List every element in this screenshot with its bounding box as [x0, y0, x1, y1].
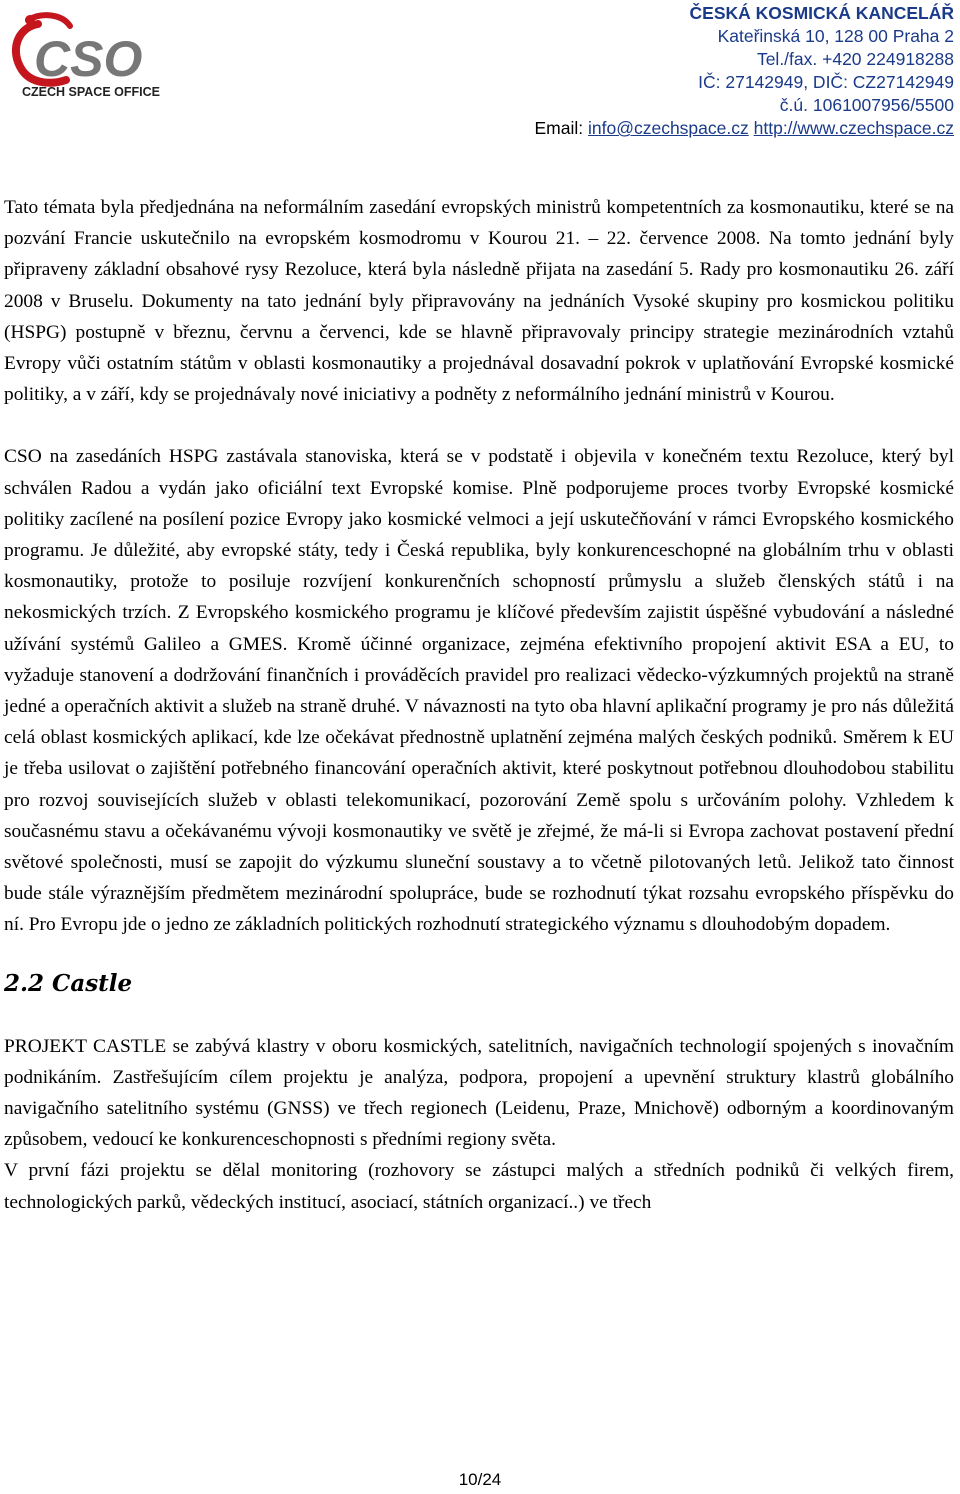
body-paragraph-2: CSO na zasedáních HSPG zastávala stanoviska, která se v podstatě i objevila v konečném textu Rezoluce, který byl schválen Radou a vydán jako oficiální text Evropské komise. Plně podporujeme proces tvorby Evropské kosmické politiky zacílené na posílení pozice Evropy jako kosmické velmoci a její uskutečňování v rámci Evropského kosmického programu. Je důležité, aby evropské státy, tedy i Česká republika, byly konkurenceschopné na globálním trhu v oblasti kosmonautiky, protože to posiluje rozvíjení konkurenčních schopností průmyslu a služeb členských států i na nekosmických trzích. Z Evropského kosmického programu je klíčové především zajistit úspěšné vybudování a následné užívání systémů Galileo a GMES. Kromě účinné organizace, zejména efektivního propojení aktivit ESA a EU, to vyžaduje stanovení a dodržování finančních i prováděcích pravidel pro realizaci vědecko-výzkumných projektů na straně jedné a operačních aktivit a služeb na straně druhé. V návaznosti na tyto oba hlavní aplikační programy je pro nás důležitá celá oblast kosmických aplikací, kde lze očekávat přednostně uplatnění zejména malých českých podniků. Směrem k EU je třeba usilovat o zajištění potřebného financování operačních aktivit, které poskytnout potřebnou dlouhodobou stabilitu pro rozvoj souvisejících služeb v oblasti telekomunikací, pozorování Země spolu s určováním polohy. Vzhledem k současnému stavu a očekávanému vývoji kosmonautiky ve světě je zřejmé, že má-li si Evropa zachovat postavení přední světové společnosti, musí se zapojit do výzkumu sluneční soustavy a to včetně pilotovaných letů. Jelikož tato činnost bude stále výraznějším předmětem mezinárodní spolupráce, bude se rozhodnutí týkat rozsahu evropského příspěvku do ní. Pro Evropu jde o jedno ze základních politických rozhodnutí strategického významu s dlouhodobým dopadem.: [4, 446, 954, 936]
org-telfax: Tel./fax. +420 224918288: [756, 49, 954, 69]
page-number: 10/24: [458, 1470, 502, 1489]
logo-subtext: CZECH SPACE OFFICE: [22, 85, 160, 99]
email-label: Email:: [534, 118, 584, 138]
section-heading: 2.2 Castle: [4, 969, 133, 997]
website-link[interactable]: http://www.czechspace.cz: [753, 118, 954, 138]
body-paragraph-1: Tato témata byla předjednána na neformálním zasedání evropských ministrů kompetentních za kosmonautiku, které se na pozvání Francie uskutečnilo na evropském kosmodromu v Kourou 21. – 22. července 2008. Na tomto jednání byly připraveny základní obsahové rysy Rezoluce, která byla následně přijata na zasedání 5. Rady pro kosmonautiku 26. září 2008 v Bruselu. Dokumenty na tato jednání byly připravovány na jednáních Vysoké skupiny pro kosmickou politiku (HSPG) postupně v březnu, červnu a červenci, kde se hlavně připravovaly principy strategie mezinárodních vztahů Evropy vůči ostatním státům v oblasti kosmonautiky a projednával dosavadní pokrok v uplatňování Evropské kosmické politiky, a v září, kdy se projednávaly nové iniciativy a podněty z neformálního jednání ministrů v Kourou.: [4, 197, 954, 406]
email-link[interactable]: info@czechspace.cz: [587, 118, 749, 138]
org-name: ČESKÁ KOSMICKÁ KANCELÁŘ: [689, 3, 954, 23]
org-ids: IČ: 27142949, DIČ: CZ27142949: [698, 72, 954, 92]
cso-logo: [8, 6, 160, 102]
org-address: Kateřinská 10, 128 00 Praha 2: [717, 26, 954, 46]
org-contact-line: [434, 117, 954, 140]
organization-info: [434, 2, 954, 140]
logo-text: CSO: [34, 31, 143, 87]
section-paragraph-1: PROJEKT CASTLE se zabývá klastry v oboru kosmických, satelitních, navigačních technologií spojených s inovačním podnikáním. Zastřešujícím cílem projektu je analýza, podpora, propojení a upevnění struktury klastrů globálního navigačního satelitního systému (GNSS) ve třech regionech (Leidenu, Praze, Mnichově) odborným a koordinovaným způsobem, vedoucí ke konkurenceschopnosti s předními regiony světa.: [4, 1035, 954, 1151]
section-paragraph-2: V první fázi projektu se dělal monitoring (rozhovory se zástupci malých a středních podniků či velkých firem, technologických parků, vědeckých institucí, asociací, státních organizací..) ve třech: [4, 1160, 954, 1213]
org-account: č.ú. 1061007956/5500: [779, 95, 954, 115]
document-body: [4, 192, 954, 1218]
